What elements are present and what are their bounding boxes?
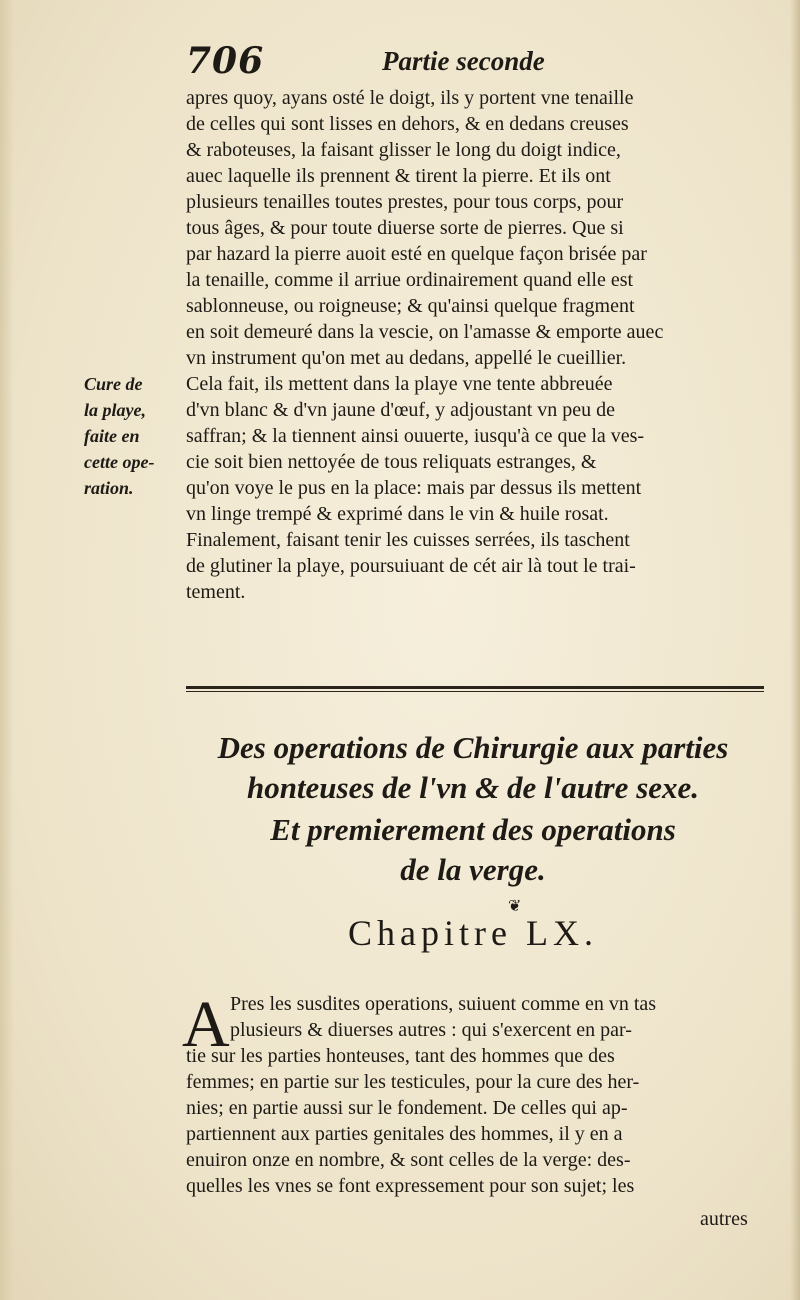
margin-note-line: Cure de: [84, 374, 143, 394]
section-divider-thin: [186, 691, 764, 692]
body-line: cie soit bien nettoyée de tous reliquats estranges, &: [186, 451, 597, 473]
body-line: d'vn blanc & d'vn jaune d'œuf, y adjoustant vn peu de: [186, 399, 616, 421]
body-line: vn linge trempé & exprimé dans le vin & huile rosat.: [186, 503, 609, 525]
chapter-line: enuiron onze en nombre, & sont celles de la verge: des-: [186, 1149, 631, 1171]
running-title: Partie seconde: [382, 46, 545, 76]
margin-note-line: faite en: [84, 426, 140, 446]
chapter-line: nies; en partie aussi sur le fondement. De celles qui ap-: [186, 1097, 628, 1119]
margin-note-line: cette ope-: [84, 452, 155, 472]
body-line: en soit demeuré dans la vescie, on l'amasse & emporte auec: [186, 321, 664, 343]
body-line: Cela fait, ils mettent dans la playe vne tente abbreuée: [186, 373, 613, 395]
body-line: tous âges, & pour toute diuerse sorte de pierres. Que si: [186, 217, 624, 239]
chapter-line: femmes; en partie sur les testicules, pour la cure des her-: [186, 1071, 640, 1093]
body-line: Finalement, faisant tenir les cuisses serrées, ils taschent: [186, 529, 630, 551]
catchword: autres: [700, 1208, 748, 1230]
chapter-heading: Chapitre LX.: [348, 913, 598, 953]
body-line: plusieurs tenailles toutes prestes, pour tous corps, pour: [186, 191, 624, 213]
chapter-line: partiennent aux parties genitales des hommes, il y en a: [186, 1123, 623, 1145]
section-divider: [186, 686, 764, 689]
chapter-line: Pres les susdites operations, suiuent comme en vn tas: [230, 993, 657, 1015]
fleuron-icon: ❦: [508, 896, 522, 915]
body-line: tement.: [186, 581, 246, 603]
drop-cap: A: [182, 988, 230, 1061]
margin-note-line: la playe,: [84, 400, 146, 420]
chapter-line: quelles les vnes se font expressement pour son sujet; les: [186, 1175, 635, 1197]
body-line: par hazard la pierre auoit esté en quelque façon brisée par: [186, 243, 647, 265]
page-edge-shadow: [790, 0, 800, 1300]
section-title-line: Des operations de Chirurgie aux parties: [217, 730, 729, 765]
body-line: apres quoy, ayans osté le doigt, ils y portent vne tenaille: [186, 87, 634, 109]
body-line: la tenaille, comme il arriue ordinairement quand elle est: [186, 269, 634, 291]
body-line: auec laquelle ils prennent & tirent la pierre. Et ils ont: [186, 165, 611, 187]
section-title-line: Et premierement des operations: [270, 812, 676, 847]
body-line: de celles qui sont lisses en dehors, & en dedans creuses: [186, 113, 629, 135]
running-head: [186, 40, 766, 90]
body-line: & raboteuses, la faisant glisser le long du doigt indice,: [186, 139, 621, 161]
page-number: 706: [186, 40, 265, 82]
section-title-line: honteuses de l'vn & de l'autre sexe.: [246, 770, 700, 805]
body-line: vn instrument qu'on met au dedans, appellé le cueillier.: [186, 347, 627, 369]
chapter-line: plusieurs & diuerses autres : qui s'exercent en par-: [230, 1019, 632, 1041]
body-line: qu'on voye le pus en la place: mais par dessus ils mettent: [186, 477, 642, 499]
section-title-line: de la verge.: [400, 852, 546, 887]
chapter-line: tie sur les parties honteuses, tant des hommes que des: [186, 1045, 615, 1067]
body-line: saffran; & la tiennent ainsi ouuerte, iusqu'à ce que la ves-: [186, 425, 645, 447]
body-line: de glutiner la playe, poursuiuant de cét air là tout le trai-: [186, 555, 636, 577]
margin-note-line: ration.: [84, 478, 134, 498]
page-gutter-shadow: [0, 0, 14, 1300]
body-line: sablonneuse, ou roigneuse; & qu'ainsi quelque fragment: [186, 295, 635, 317]
